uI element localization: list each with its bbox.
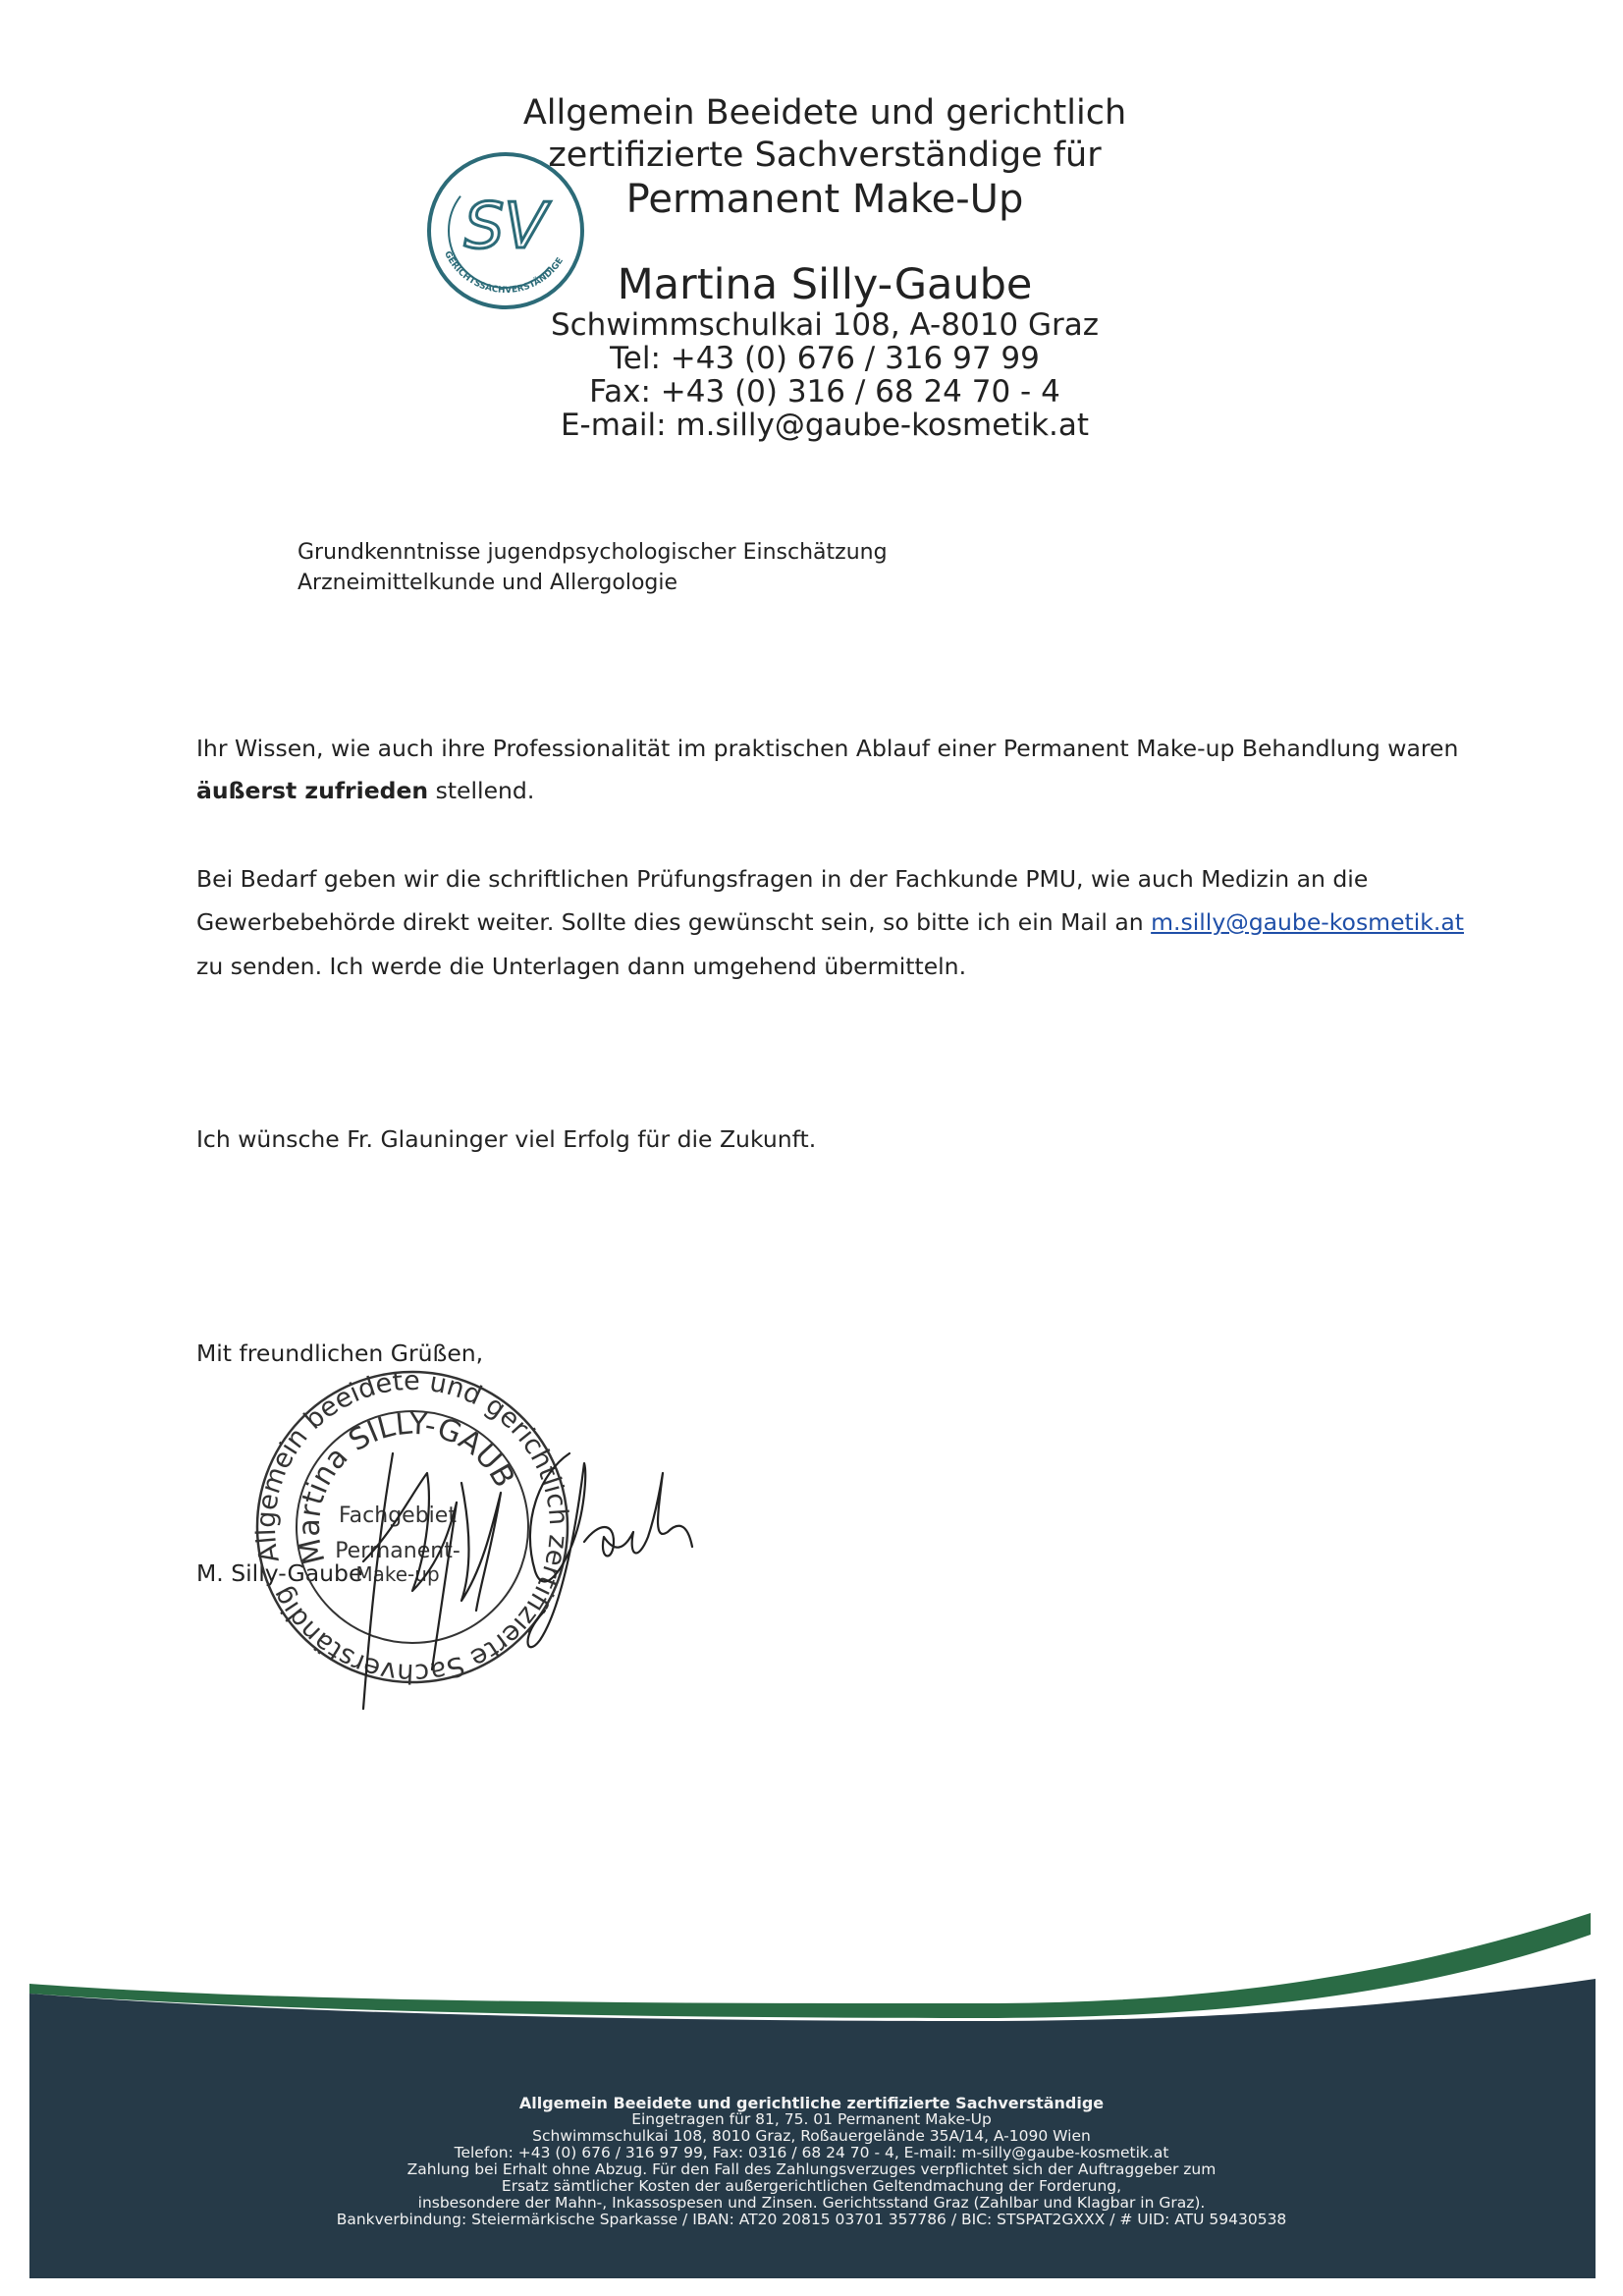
paragraph-1-line-1: Ihr Wissen, wie auch ihre Professionalität im praktischen Ablauf einer Permanent Make-up Behandlung waren (196, 735, 1459, 762)
footer-title: Allgemein Beeidete und gerichtliche zertifizierte Sachverständige (518, 2094, 1105, 2112)
header-address: Schwimmschulkai 108, A-8010 Graz (550, 307, 1100, 343)
stamp-name-arc: Martina SILLY-GAUBE (292, 1406, 521, 1568)
footer-line: Telefon: +43 (0) 676 / 316 97 99, Fax: 0316 / 68 24 70 - 4, E-mail: m-silly@gaube-kosmetik.at (454, 2144, 1169, 2161)
paragraph-2-line-1: Bei Bedarf geben wir die schriftlichen Prüfungsfragen in der Fachkunde PMU, wie auch Medizin an die (196, 865, 1369, 893)
footer-line: Bankverbindung: Steiermärkische Sparkasse / IBAN: AT20 20815 03701 357786 / BIC: STSPAT2GXXX / # UID: ATU 59430538 (336, 2211, 1287, 2228)
signatory-name: M. Silly-Gaube (196, 1559, 363, 1587)
sv-letters: SV (463, 191, 548, 263)
footer-line: Ersatz sämtlicher Kosten der außergerichtlichen Geltendmachung der Forderung, (501, 2177, 1122, 2195)
closing-greeting: Mit freundlichen Grüßen, (196, 1339, 484, 1367)
header-telephone: Tel: +43 (0) 676 / 316 97 99 (610, 341, 1040, 376)
header-name: Martina Silly-Gaube (617, 260, 1033, 309)
stamp-field-value-2: Make-up (355, 1562, 440, 1586)
paragraph-1-line-2 (196, 777, 534, 804)
header-email: E-mail: m.silly@gaube-kosmetik.at (560, 408, 1090, 443)
paragraph-3: Ich wünsche Fr. Glauninger viel Erfolg für die Zukunft. (196, 1125, 817, 1153)
emphasis-text: äußerst zufrieden (196, 777, 429, 804)
handwritten-signature-icon (334, 1414, 727, 1728)
skill-item: Grundkenntnisse jugendpsychologischer Einschätzung (298, 540, 888, 565)
header-title-line-3: Permanent Make-Up (625, 177, 1024, 222)
stamp-field-value-1: Permanent- (335, 1539, 460, 1563)
paragraph-2-line-3: zu senden. Ich werde die Unterlagen dann umgehend übermitteln. (196, 953, 967, 980)
stamp-outer-text: Allgemein beeidete und gerichtlich zertifizierte Sachverständige (250, 1365, 574, 1689)
header-fax: Fax: +43 (0) 316 / 68 24 70 - 4 (589, 374, 1060, 410)
skill-item: Arzneimittelkunde und Allergologie (298, 571, 678, 595)
footer-line: Zahlung bei Erhalt ohne Abzug. Für den Fall des Zahlungsverzuges verpflichtet sich der Auftraggeber zum (406, 2160, 1217, 2178)
email-link[interactable]: m.silly@gaube-kosmetik.at (1151, 908, 1464, 936)
footer-line: Schwimmschulkai 108, 8010 Graz, Roßauergelände 35A/14, A-1090 Wien (532, 2127, 1091, 2145)
paragraph-1-rest: stellend. (428, 777, 535, 804)
footer-line: Eingetragen für 81, 75. 01 Permanent Make-Up (631, 2110, 992, 2128)
paragraph-2-line-2 (196, 908, 1464, 936)
header-title-line-1: Allgemein Beeidete und gerichtlich (522, 93, 1127, 133)
sv-ring-text: GERICHTSSACHVERSTÄNDIGE (442, 249, 567, 297)
footer-text-block (0, 2095, 1623, 2228)
paragraph-2-text: Gewerbebehörde direkt weiter. Sollte dies gewünscht sein, so bitte ich ein Mail an (196, 908, 1152, 936)
footer-line: insbesondere der Mahn-, Inkassospesen und Zinsen. Gerichtsstand Graz (Zahlbar und Klagbar in Graz). (417, 2194, 1206, 2212)
header-title-line-2: zertifizierte Sachverständige für (548, 136, 1102, 175)
stamp-field-label: Fachgebiet (339, 1503, 457, 1528)
